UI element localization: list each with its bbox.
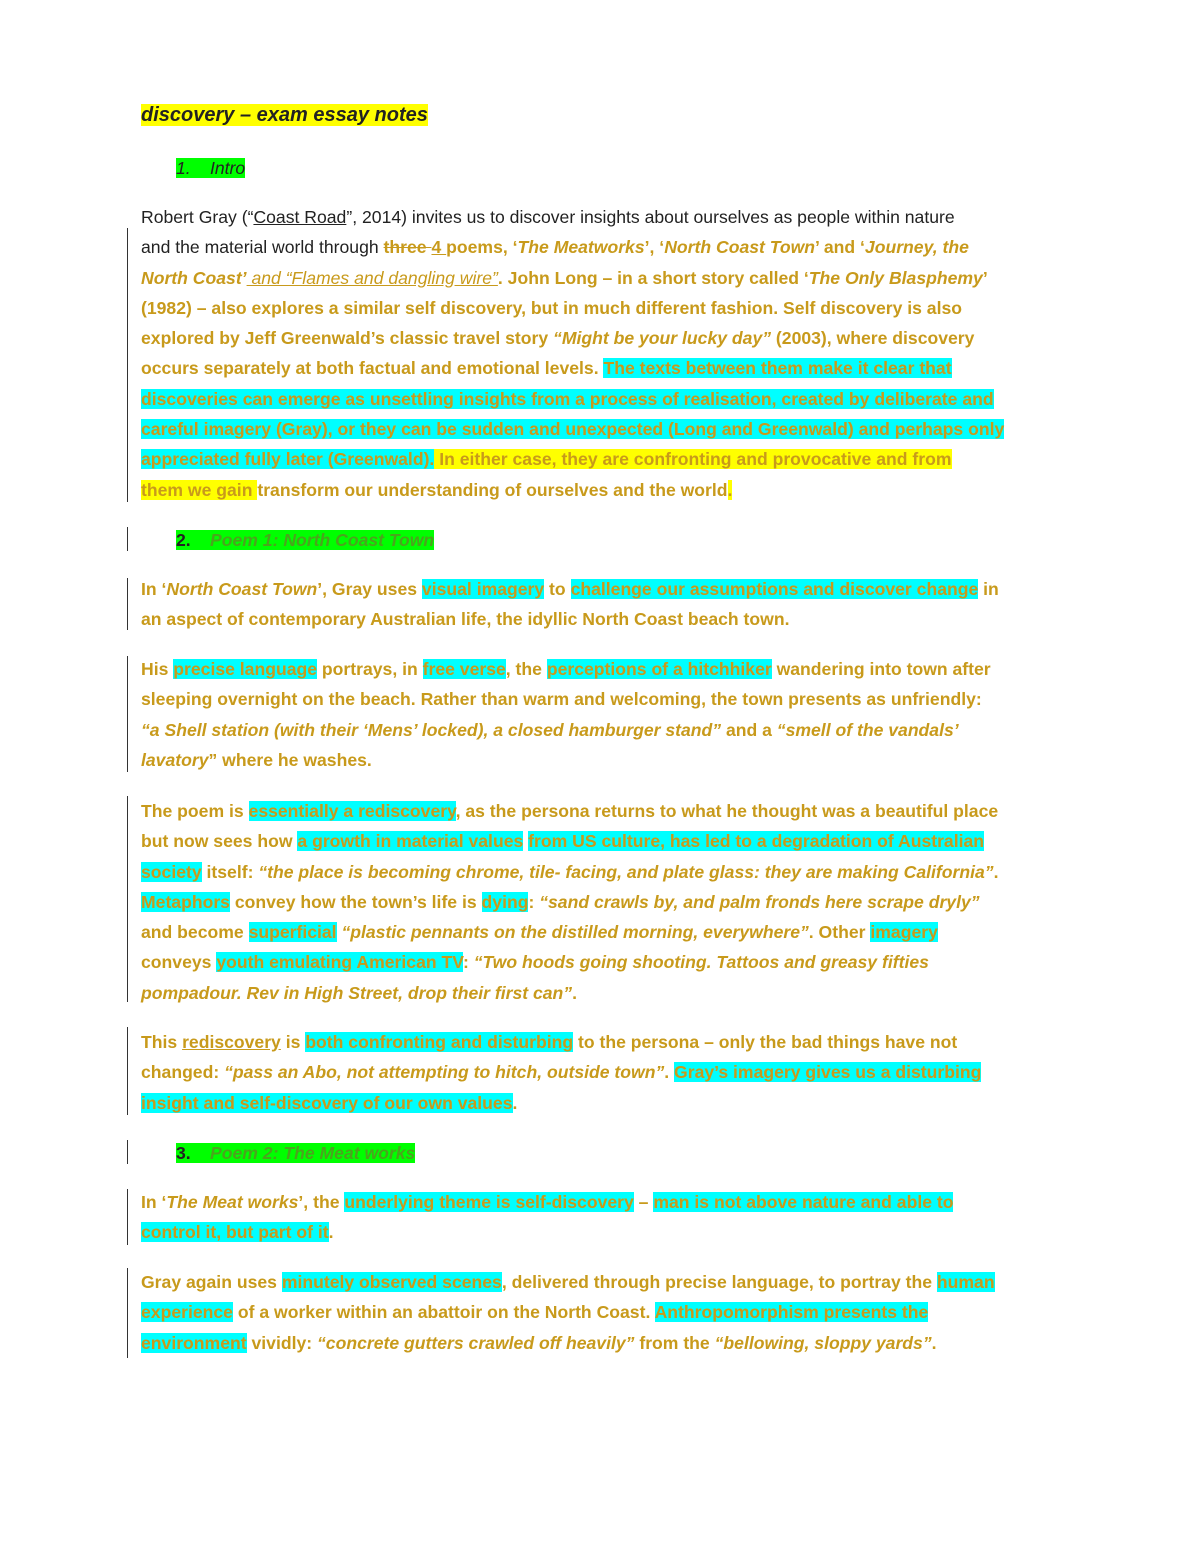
revision-change-bar: [127, 656, 128, 772]
cyan-highlight-text: a growth in material values: [297, 831, 524, 852]
poem-1-paragraph-3: [141, 796, 1081, 1008]
text-line: [141, 1328, 1081, 1358]
text-run: and the material world through: [141, 237, 384, 258]
text-run: ’, the: [298, 1192, 345, 1212]
poem-1-paragraph-2: [141, 654, 1081, 775]
cyan-highlight-text: insight and self-discovery of our own values: [141, 1092, 513, 1113]
text-run: is: [280, 1032, 306, 1052]
text-run: (2003), where discovery: [771, 328, 975, 349]
text-run: [176, 158, 245, 178]
cyan-highlight-text: both confronting and disturbing: [305, 1032, 574, 1052]
text-run: , as the persona returns to what he thought was a beautiful place: [455, 801, 999, 821]
text-run: Robert Gray (“: [141, 207, 254, 227]
cyan-highlight-text: human: [936, 1272, 995, 1292]
text-run: of a worker within an abattoir on the North Coast.: [232, 1302, 655, 1323]
text-line: [141, 1088, 1081, 1118]
text-run: .: [572, 982, 577, 1003]
text-run: changed:: [141, 1062, 225, 1083]
heading-poem-1: [176, 526, 434, 554]
cyan-highlight-text: free verse: [422, 659, 506, 679]
text-run: lavatory: [141, 749, 209, 770]
text-line: [141, 1297, 1081, 1327]
text-run: vividly:: [246, 1332, 317, 1353]
text-run: “pass an Abo, not attempting to hitch, outside town”: [224, 1062, 665, 1083]
text-run: “a Shell station (with their ‘Mens’ locked), a closed hamburger stand”: [141, 719, 722, 740]
yellow-highlight-text: .: [727, 479, 733, 500]
text-run: convey how the town’s life is: [229, 891, 482, 912]
intro-paragraph: [141, 202, 1081, 505]
text-line: [141, 947, 1081, 977]
text-line: [141, 654, 1081, 684]
text-run: .: [512, 1092, 518, 1113]
text-run: 4: [431, 237, 447, 258]
text-line: [141, 917, 1081, 947]
text-line: [141, 857, 1081, 887]
cyan-highlight-text: The texts between them make it clear that: [603, 358, 952, 379]
text-run: The Only Blasphemy: [808, 267, 983, 288]
revision-change-bar: [127, 1189, 128, 1245]
text-run: –: [633, 1192, 654, 1212]
yellow-highlight-text: them we gain: [141, 479, 258, 500]
text-run: and “Flames and dangling wire”: [246, 267, 498, 288]
text-run: North Coast Town: [664, 237, 816, 258]
heading-intro: [176, 154, 245, 182]
text-run: [384, 237, 969, 257]
cyan-highlight-text: Anthropomorphism presents the: [654, 1302, 929, 1323]
text-run: ” where he washes.: [208, 749, 372, 770]
text-run: in: [978, 579, 999, 599]
text-line: [141, 887, 1081, 917]
text-run: “Might be your lucky day”: [553, 328, 772, 349]
text-run: from the: [634, 1332, 715, 1353]
text-line: [141, 414, 1081, 444]
text-run: The Meatworks: [517, 237, 645, 258]
text-run: “bellowing, sloppy yards”: [714, 1332, 932, 1353]
text-run: and a: [721, 719, 777, 740]
cyan-highlight-text: minutely observed scenes: [281, 1272, 502, 1292]
text-run: to: [544, 579, 571, 599]
text-line: [141, 1267, 1081, 1297]
text-run: itself:: [201, 861, 259, 882]
text-run: ’: [982, 267, 988, 288]
text-run: transform our understanding of ourselves and the world: [257, 479, 728, 500]
text-run: .: [931, 1332, 937, 1353]
text-run: North Coast Town: [166, 579, 318, 599]
text-run: , the: [505, 659, 547, 679]
text-run: North Coast’: [141, 267, 247, 288]
text-run: portrays, in: [317, 659, 423, 679]
text-line: an aspect of contemporary Australian life, the idyllic North Coast beach town.: [141, 609, 790, 630]
text-run: “concrete gutters crawled off heavily”: [317, 1332, 635, 1353]
text-run: occurs separately at both factual and emotional levels.: [141, 358, 604, 379]
text-run: ’ and ‘: [815, 237, 865, 258]
text-run: Journey, the: [864, 237, 969, 258]
text-run: “sand crawls by, and palm fronds here scrape dryly”: [539, 891, 980, 912]
poem-2-paragraph-2: [141, 1267, 1081, 1358]
text-run: .: [993, 861, 999, 882]
text-line: [141, 715, 1081, 745]
text-run: . John Long – in a short story called ‘: [497, 267, 809, 288]
text-line: [141, 978, 1081, 1008]
text-run: poems, ‘: [446, 237, 518, 258]
text-line: [141, 1057, 1081, 1087]
cyan-highlight-text: Metaphors: [141, 891, 230, 912]
text-line: [141, 745, 1081, 775]
text-run: Coast Road: [253, 207, 347, 227]
cyan-highlight-text: man is not above nature and able to: [653, 1192, 954, 1212]
text-run: explored by Jeff Greenwald’s classic travel story: [141, 328, 554, 349]
text-run: 2.: [176, 530, 191, 550]
text-line: [141, 475, 1081, 505]
poem-1-paragraph-4: [141, 1027, 1081, 1118]
text-line: [141, 263, 1081, 293]
text-run: ”, 2014) invites us to discover insights about ourselves as people within nature: [346, 207, 955, 227]
text-run: Poem 2: The Meat works: [210, 1143, 416, 1163]
text-run: In ‘: [141, 579, 167, 599]
cyan-highlight-text: dying: [481, 891, 529, 912]
text-line: [141, 574, 1081, 604]
text-line: [141, 1187, 1081, 1217]
text-run: Intro: [210, 158, 246, 178]
text-run: Poem 1: North Coast Town: [210, 530, 435, 550]
text-run: but now sees how: [141, 831, 298, 852]
cyan-highlight-text: society: [141, 861, 202, 882]
text-line: (1982) – also explores a similar self discovery, but in much different fashion. Self discovery is also: [141, 297, 963, 318]
text-run: .: [664, 1062, 675, 1083]
cyan-highlight-text: precise language: [173, 659, 318, 679]
document-title: [141, 100, 428, 130]
text-line: [141, 323, 1081, 353]
text-run: ’, ‘: [644, 237, 665, 258]
cyan-highlight-text: visual imagery: [421, 579, 545, 599]
text-line: sleeping overnight on the beach. Rather than warm and welcoming, the town presents as unfriendly:: [141, 689, 982, 710]
revision-change-bar: [127, 527, 128, 551]
text-line: [141, 202, 1081, 232]
cyan-highlight-text: experience: [141, 1302, 233, 1323]
text-run: , delivered through precise language, to portray the: [501, 1272, 937, 1292]
text-run: “plastic pennants on the distilled morning, everywhere”: [341, 922, 809, 943]
deleted-text: three: [383, 237, 432, 258]
text-line: [141, 384, 1081, 414]
cyan-highlight-text: discoveries can emerge as unsettling insights from a process of realisation, created by deliberate and: [141, 388, 994, 409]
text-line: [141, 826, 1081, 856]
text-run: Gray again uses: [141, 1272, 282, 1292]
cyan-highlight-text: from US culture, has led to a degradation of Australian: [528, 831, 985, 852]
text-line: [141, 353, 1081, 383]
text-run: This: [141, 1032, 183, 1052]
cyan-highlight-text: superficial: [248, 922, 337, 943]
revision-change-bar: [127, 1027, 128, 1115]
revision-change-bar: [127, 796, 128, 1002]
text-run: conveys: [141, 952, 217, 973]
revision-change-bar: [127, 1140, 128, 1164]
revision-change-bar: [127, 578, 128, 630]
revision-change-bar: [127, 228, 128, 502]
text-run: . Other: [808, 922, 871, 943]
text-run: wandering into town after: [771, 659, 991, 679]
cyan-highlight-text: youth emulating American TV: [216, 952, 463, 973]
heading-poem-2: [176, 1139, 415, 1167]
cyan-highlight-text: Gray’s imagery gives us a disturbing: [674, 1062, 982, 1083]
text-run: to the persona – only the bad things have not: [573, 1032, 958, 1052]
text-line: [141, 444, 1081, 474]
text-run: 3.: [176, 1143, 191, 1163]
text-run: “smell of the vandals’: [776, 719, 959, 740]
text-line: [141, 1027, 1081, 1057]
text-run: 1.: [176, 158, 191, 178]
text-run: ’, Gray uses: [317, 579, 422, 599]
cyan-highlight-text: perceptions of a hitchhiker: [546, 659, 772, 679]
poem-1-paragraph-1: [141, 574, 1081, 635]
text-line: [141, 1217, 1081, 1247]
text-run: pompadour. Rev in High Street, drop their first can”: [141, 982, 573, 1003]
poem-2-paragraph-1: [141, 1187, 1081, 1248]
cyan-highlight-text: environment: [141, 1332, 247, 1353]
text-run: [176, 1143, 415, 1163]
text-run: .: [328, 1222, 334, 1243]
text-run: and become: [141, 922, 249, 943]
text-run: “Two hoods going shooting. Tattoos and greasy fifties: [473, 952, 929, 973]
text-run: “the place is becoming chrome, tile- facing, and plate glass: they are making California”: [258, 861, 994, 882]
cyan-highlight-text: careful imagery (Gray), or they can be sudden and unexpected (Long and Greenwald) and perhaps only: [141, 419, 1005, 440]
text-run: [176, 530, 434, 550]
cyan-highlight-text: appreciated fully later (Greenwald).: [141, 449, 435, 470]
text-run: His: [141, 659, 174, 679]
cyan-highlight-text: underlying theme is self-discovery: [344, 1192, 634, 1212]
text-line: [141, 796, 1081, 826]
cyan-highlight-text: essentially a rediscovery: [248, 801, 456, 821]
text-run: rediscovery: [182, 1032, 281, 1052]
text-line: [141, 232, 1081, 262]
text-run: The Meat works: [166, 1192, 299, 1212]
title-text: discovery – exam essay notes: [141, 104, 428, 126]
text-run: :: [463, 952, 474, 973]
text-run: In ‘: [141, 1192, 167, 1212]
cyan-highlight-text: control it, but part of it: [141, 1222, 329, 1243]
cyan-highlight-text: challenge our assumptions and discover change: [570, 579, 979, 599]
revision-change-bar: [127, 1268, 128, 1358]
yellow-highlight-text: In either case, they are confronting and provocative and from: [434, 449, 952, 470]
cyan-highlight-text: imagery: [870, 922, 938, 943]
text-run: :: [528, 891, 540, 912]
text-run: The poem is: [141, 801, 249, 821]
